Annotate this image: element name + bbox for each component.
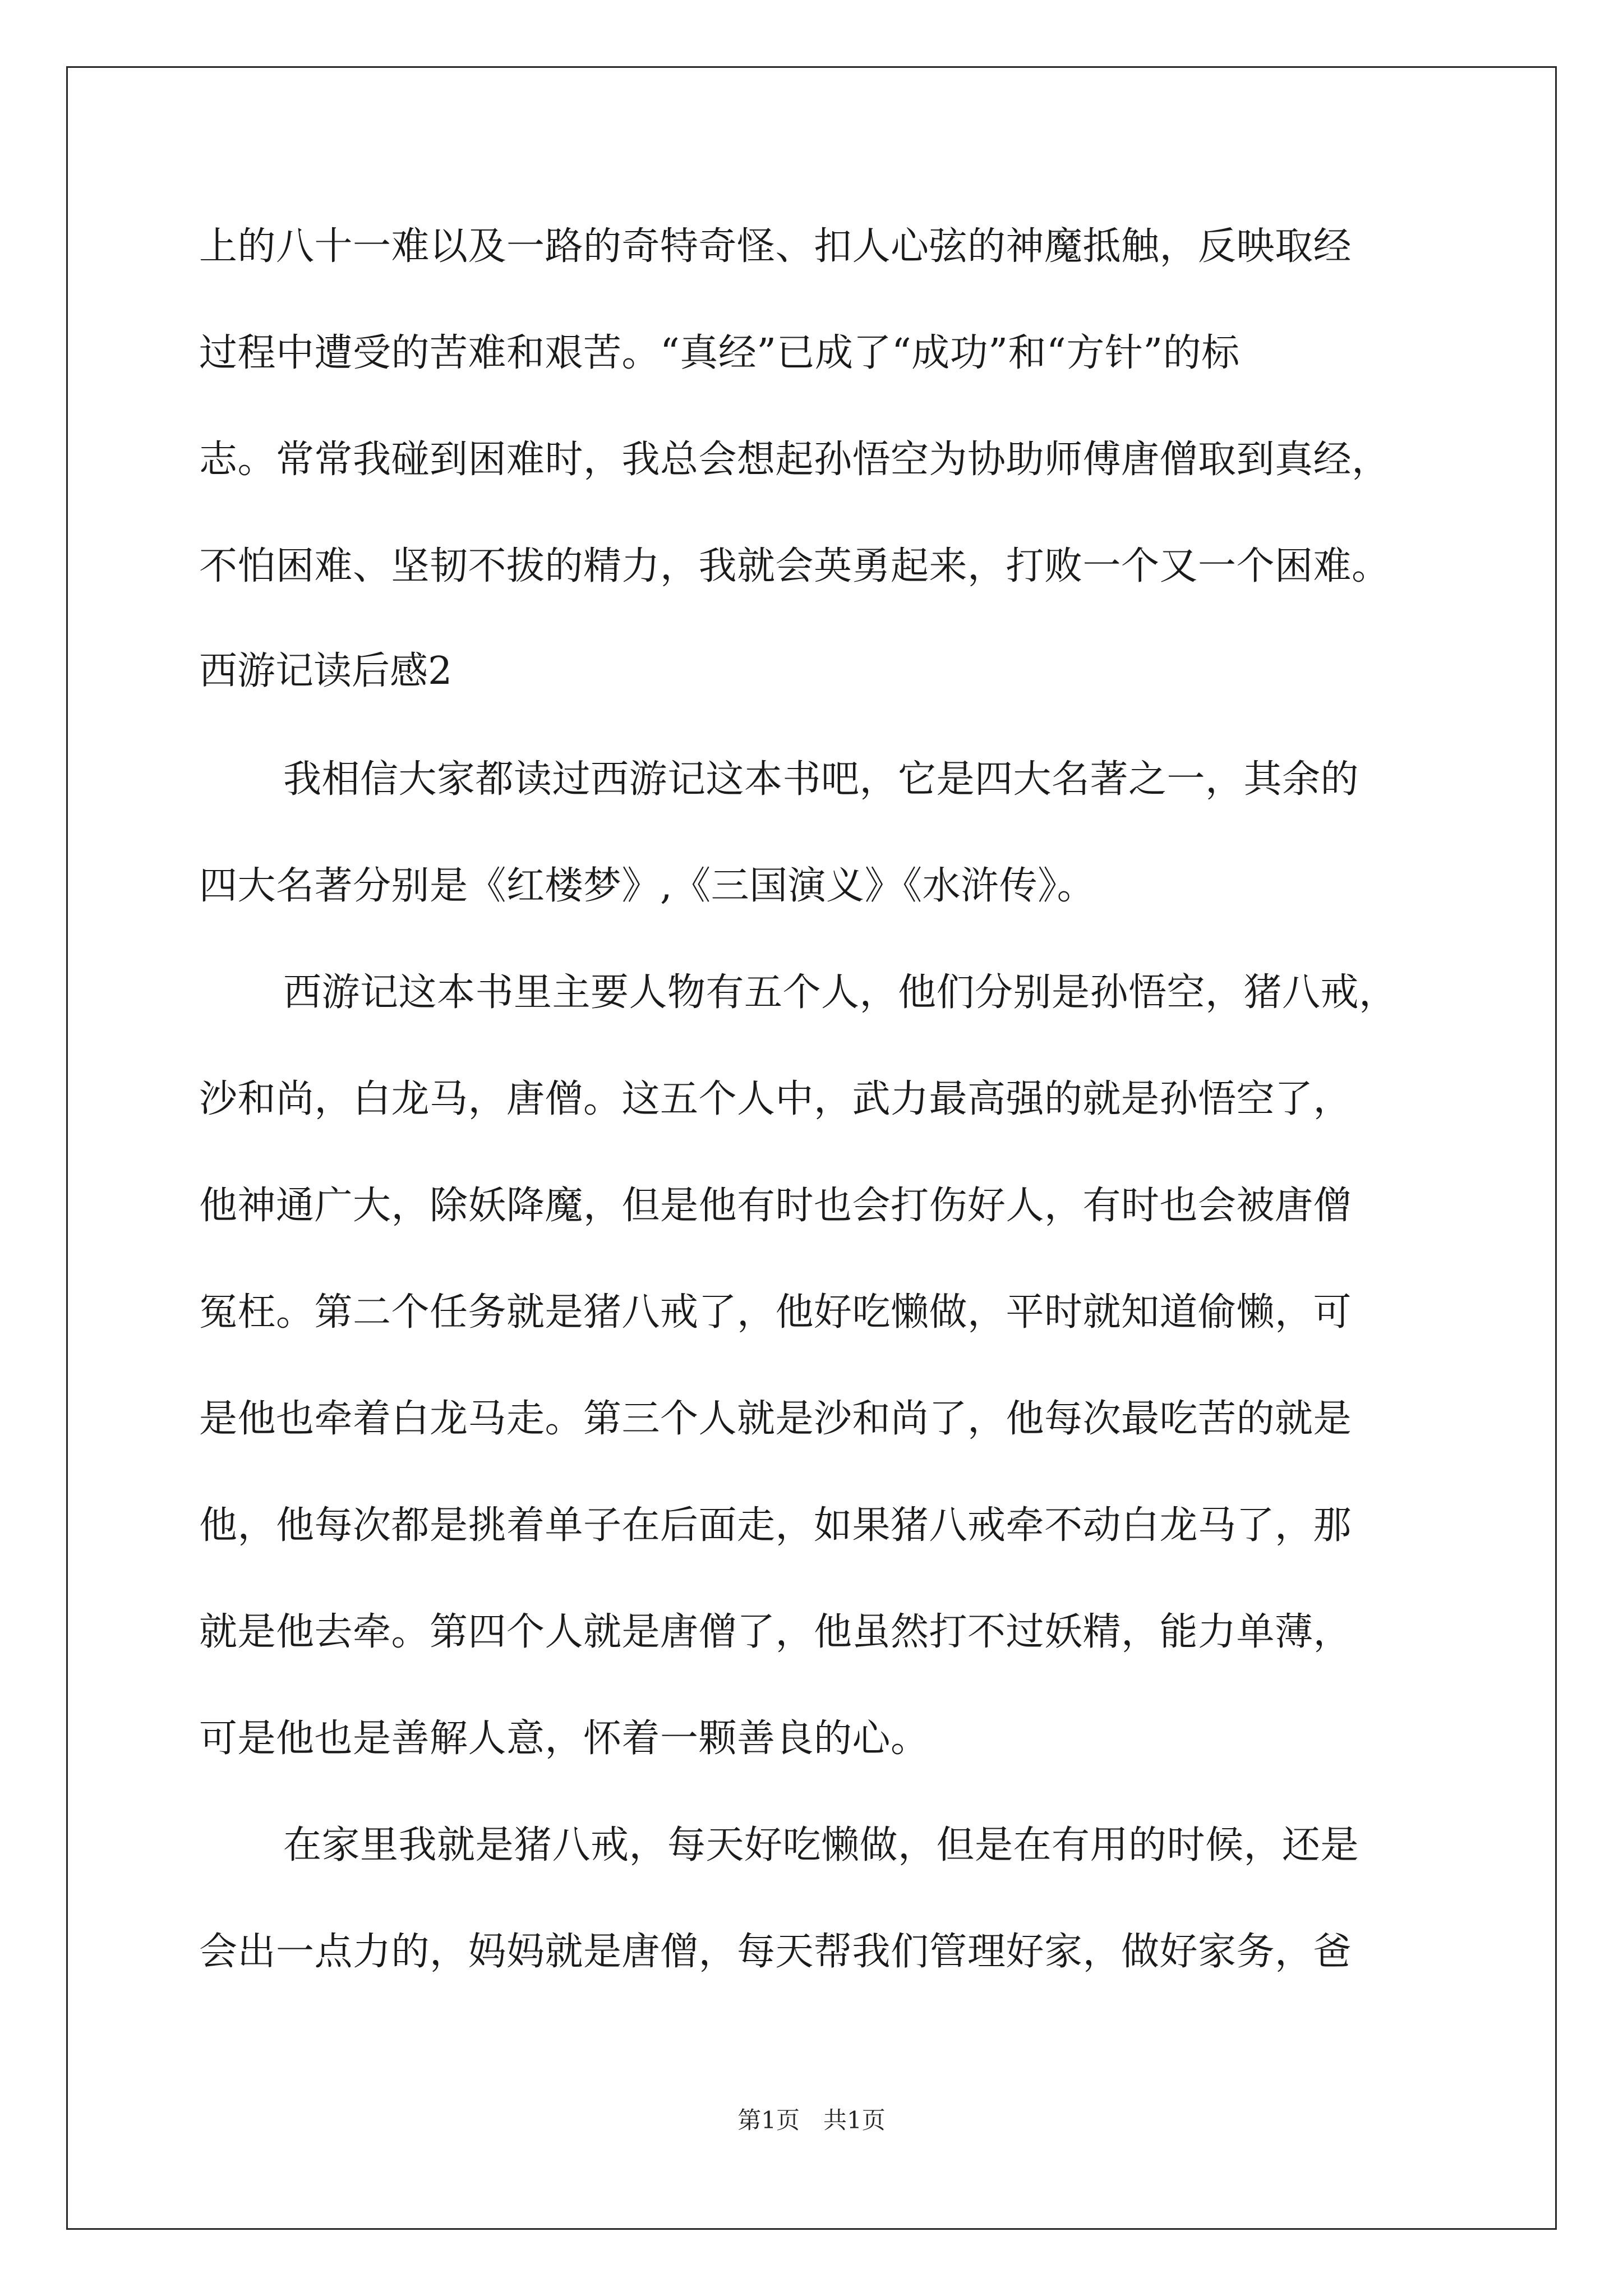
text-line: 是他也牵着白龙马走。第三个人就是沙和尚了，他每次最吃苦的就是 bbox=[199, 1397, 1352, 1441]
text-line: 他，他每次都是挑着单子在后面走，如果猪八戒牵不动白龙马了，那 bbox=[199, 1503, 1352, 1548]
text-line: 西游记这本书里主要人物有五个人，他们分别是孙悟空，猪八戒， bbox=[283, 970, 1398, 1015]
text-line: 我相信大家都读过西游记这本书吧，它是四大名著之一，其余的 bbox=[283, 757, 1359, 802]
text-line: 他神通广大，除妖降魔，但是他有时也会打伤好人，有时也会被唐僧 bbox=[199, 1184, 1352, 1228]
text-line: 志。常常我碰到困难时，我总会想起孙悟空为协助师傅唐僧取到真经， bbox=[199, 438, 1390, 482]
text-line: 可是他也是善解人意，怀着一颗善良的心。 bbox=[199, 1717, 929, 1761]
text-line: 在家里我就是猪八戒，每天好吃懒做，但是在有用的时候，还是 bbox=[283, 1823, 1359, 1867]
text-line: 上的八十一难以及一路的奇特奇怪、扣人心弦的神魔抵触，反映取经 bbox=[199, 224, 1352, 269]
text-line: 冤枉。第二个任务就是猪八戒了，他好吃懒做，平时就知道偷懒，可 bbox=[199, 1290, 1352, 1335]
text-line: 四大名著分别是《红楼梦》,《三国演义》《水浒传》。 bbox=[199, 864, 1096, 908]
section-title: 西游记读后感2 bbox=[199, 649, 453, 693]
text-line: 就是他去牵。第四个人就是唐僧了，他虽然打不过妖精，能力单薄， bbox=[199, 1610, 1352, 1654]
text-line: 会出一点力的，妈妈就是唐僧，每天帮我们管理好家，做好家务，爸 bbox=[199, 1930, 1352, 1974]
page-number: 第1页 共1页 bbox=[737, 2106, 886, 2134]
page-border bbox=[66, 66, 1557, 2230]
text-line: 不怕困难、坚韧不拔的精力，我就会英勇起来，打败一个又一个困难。 bbox=[199, 544, 1390, 588]
text-line: 过程中遭受的苦难和艰苦。“真经”已成了“成功”和“方针”的标 bbox=[199, 331, 1240, 375]
text-line: 沙和尚，白龙马，唐僧。这五个人中，武力最高强的就是孙悟空了， bbox=[199, 1077, 1352, 1121]
